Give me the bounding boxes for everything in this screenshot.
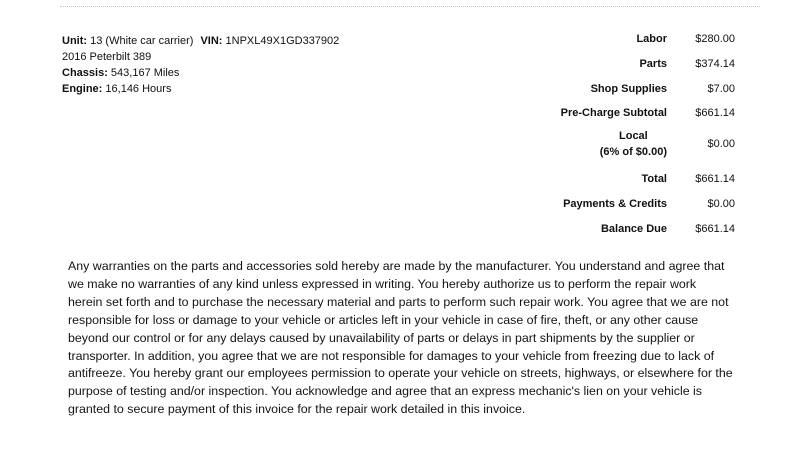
vin-label: VIN: (200, 35, 223, 47)
parts-row (520, 58, 738, 83)
total-label: Total (641, 173, 667, 186)
payments-credits-row (520, 198, 738, 223)
engine-value: 16,146 Hours (105, 83, 172, 95)
local-tax-label-block (600, 128, 667, 160)
chassis-row (62, 65, 339, 81)
unit-row (62, 33, 339, 49)
vin-value: 1NPXL49X1GD337902 (225, 35, 340, 47)
chassis-value: 543,167 Miles (110, 67, 180, 79)
local-tax-label: Local (619, 130, 648, 143)
balance-due-value: $661.14 (695, 222, 735, 235)
local-tax-sublabel: (6% of $0.00) (599, 146, 667, 159)
balance-due-label: Balance Due (600, 222, 667, 235)
payments-credits-label: Payments & Credits (563, 197, 667, 210)
vehicle-info (62, 33, 339, 97)
shop-supplies-value: $7.00 (707, 82, 735, 95)
local-tax-value: $0.00 (707, 138, 735, 151)
labor-value: $280.00 (695, 33, 735, 45)
parts-value: $374.14 (695, 57, 735, 70)
total-row (520, 173, 738, 198)
parts-label: Parts (639, 57, 667, 70)
total-value: $661.14 (695, 173, 735, 186)
labor-label: Labor (636, 33, 667, 45)
vehicle-model: 2016 Peterbilt 389 (62, 51, 152, 63)
unit-value: 13 (White car carrier) (90, 35, 194, 47)
chassis-label: Chassis: (62, 67, 108, 79)
precharge-subtotal-label: Pre-Charge Subtotal (560, 107, 667, 120)
page-top-edge (60, 6, 760, 8)
payments-credits-value: $0.00 (707, 197, 735, 210)
local-tax-row (520, 132, 738, 173)
shop-supplies-row (520, 83, 738, 108)
shop-supplies-label: Shop Supplies (590, 82, 667, 95)
balance-due-row (520, 223, 738, 248)
warranty-disclaimer: Any warranties on the parts and accessories sold hereby are made by the manufacturer. You understand and agree that we make no warranties of any kind unless expressed in writing. You hereby authorize us to perform the repair work herein set forth and to purchase the necessary material and parts to perform such repair work. You agree that we are not responsible for loss or damage to your vehicle or articles left in your vehicle in case of fire, theft, or any other cause beyond our control or for any delays caused by unavailability of parts or delays in part shipments by the supplier or transporter. In addition, you agree that we are not responsible for damages to your vehicle from freezing due to lack of antifreeze. You hereby grant our employees permission to operate your vehicle on streets, highways, or elsewhere for the purpose of testing and/or inspection. You acknowledge and agree that an express mechanic's lien on your vehicle is granted to secure payment of this invoice for the repair work detailed in this invoice. (68, 259, 733, 417)
invoice-totals (520, 33, 738, 248)
labor-row (520, 33, 738, 58)
engine-label: Engine: (62, 83, 103, 95)
unit-label: Unit: (62, 35, 88, 47)
engine-row (62, 81, 339, 97)
precharge-subtotal-value: $661.14 (695, 107, 735, 120)
